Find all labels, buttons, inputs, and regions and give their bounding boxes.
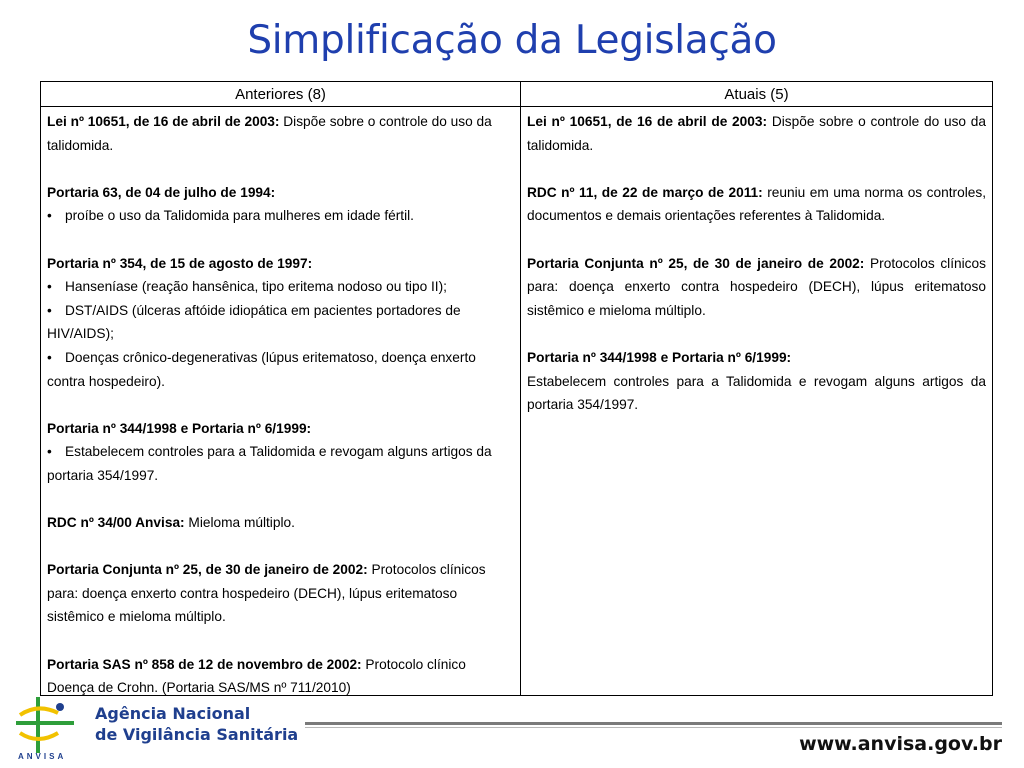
entry-portaria-conjunta-25: Portaria Conjunta nº 25, de 30 de janeiro de 2002: Protocolos clínicos para: doença enxerto contra hospedeiro (DECH), lúpus eritematoso sistêmico e mieloma múltiplo. (527, 255, 986, 318)
bullet-icon: • (47, 208, 52, 224)
list-item: • DST/AIDS (úlceras aftóide idiopática em pacientes portadores de HIV/AIDS); (47, 299, 514, 346)
list-item: • Doenças crônico-degenerativas (lúpus eritematoso, doença enxerto contra hospedeiro). (47, 346, 514, 393)
website-url: www.anvisa.gov.br (799, 733, 1002, 755)
entry-portaria-344: Portaria nº 344/1998 e Portaria nº 6/1999: (527, 349, 792, 365)
page-title: Simplificação da Legislação (247, 18, 777, 63)
footer-divider (305, 722, 1002, 725)
entry-portaria-sas-858: Portaria SAS nº 858 de 12 de novembro de 2002: Protocolo clínico Doença de Crohn. (Portaria SAS/MS nº 711/2010) (47, 656, 466, 695)
entry-lei-10651: Lei nº 10651, de 16 de abril de 2003: Dispõe sobre o controle do uso da talidomida. (527, 114, 987, 153)
entry-rdc-11: RDC nº 11, de 22 de março de 2011: reuniu em uma norma os controles, documentos e demais orientações referentes à Talidomida. (527, 184, 986, 224)
header-atuais: Atuais (5) (521, 82, 992, 107)
list-item: • Hanseníase (reação hansênica, tipo eritema nodoso ou tipo II); (47, 275, 514, 299)
list-item: • Estabelecem controles para a Talidomida e revogam alguns artigos da portaria 354/1997. (47, 440, 514, 487)
entry-portaria-344-text: Estabelecem controles para a Talidomida e revogam alguns artigos da portaria 354/1997. (527, 373, 986, 413)
entry-portaria-conjunta-25: Portaria Conjunta nº 25, de 30 de janeiro de 2002: Protocolos clínicos para: doença enxerto contra hospedeiro (DECH), lúpus eritematoso sistêmico e mieloma múltiplo. (47, 562, 486, 625)
bullet-icon: • (47, 279, 52, 295)
footer-divider-thin (305, 727, 1002, 728)
entry-lei-10651: Lei nº 10651, de 16 de abril de 2003: Dispõe sobre o controle do uso da talidomida. (47, 114, 492, 153)
column-anteriores (41, 107, 521, 695)
list-item: • proíbe o uso da Talidomida para mulheres em idade fértil. (47, 204, 514, 228)
bullet-icon: • (47, 349, 52, 365)
entry-rdc-34: RDC nº 34/00 Anvisa: Mieloma múltiplo. (47, 515, 295, 531)
bullet-icon: • (47, 444, 52, 460)
legislation-table (40, 81, 993, 696)
bullet-icon: • (47, 302, 52, 318)
logo-text: ANVISA (18, 752, 67, 761)
column-atuais (521, 107, 992, 695)
entry-portaria-354: Portaria nº 354, de 15 de agosto de 1997: (47, 255, 313, 271)
header-anteriores: Anteriores (8) (41, 82, 521, 107)
agency-name: Agência Nacional de Vigilância Sanitária (95, 704, 299, 744)
entry-portaria-344: Portaria nº 344/1998 e Portaria nº 6/1999: (47, 420, 312, 436)
entry-portaria-63: Portaria 63, de 04 de julho de 1994: (47, 184, 276, 200)
